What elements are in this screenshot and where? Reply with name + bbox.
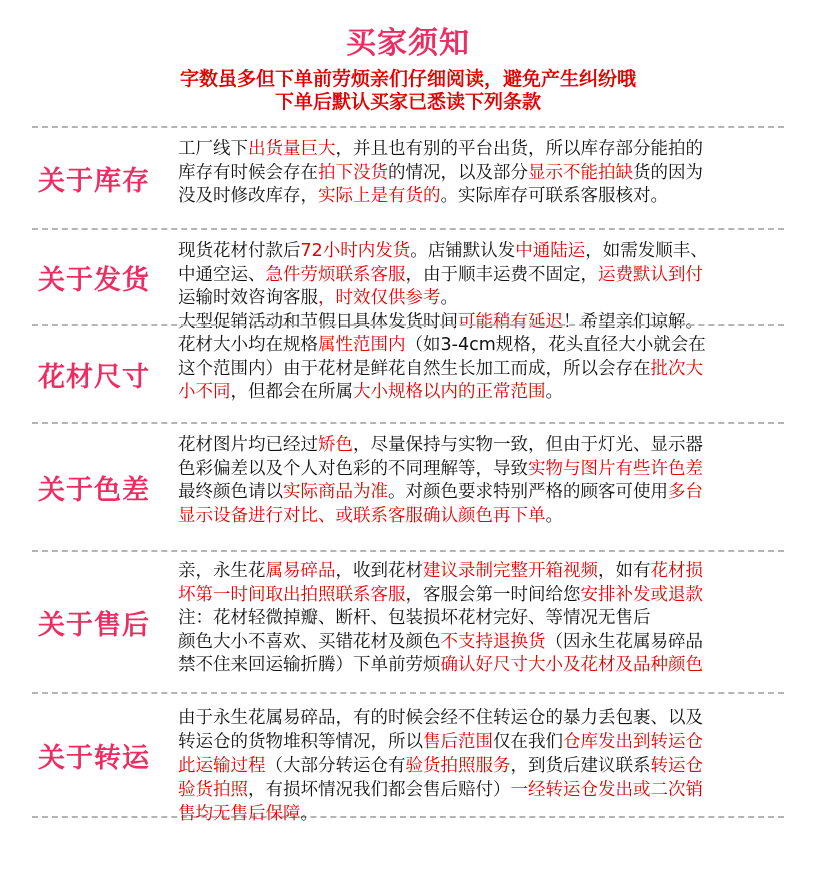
body-text: ，并且也有别的平台出货，所以库存部分能拍的 xyxy=(335,139,703,159)
section-line xyxy=(178,802,784,826)
notice-section-size xyxy=(32,324,784,422)
section-body xyxy=(178,706,784,826)
section-line xyxy=(178,730,784,754)
section-line xyxy=(178,162,784,186)
highlight-text: 实物与图片有些许色差 xyxy=(528,458,703,479)
body-text: 。 xyxy=(545,382,563,402)
body-text: 。实际库存可联系客服核对。 xyxy=(440,186,668,206)
notice-section-after-sales xyxy=(32,550,784,692)
body-text: 禁不住来回运输折腾）下单前劳烦 xyxy=(178,655,441,675)
section-line xyxy=(178,185,784,209)
body-text: ，收到花材 xyxy=(335,561,423,581)
section-body xyxy=(178,560,784,678)
section-body xyxy=(178,138,784,209)
section-label: 关于发货 xyxy=(38,264,150,296)
body-text: 中通空运、 xyxy=(178,264,266,285)
body-text: 货的因为 xyxy=(633,162,703,183)
highlight-text: 批次大 xyxy=(650,358,703,379)
section-label: 关于色差 xyxy=(38,474,150,506)
body-text: 现货花材付款后 xyxy=(178,241,301,261)
highlight-text: 一经转运仓发出或二次销 xyxy=(510,780,703,800)
notice-section-stock xyxy=(32,126,784,228)
section-label: 关于库存 xyxy=(38,165,150,197)
highlight-text: 多台 xyxy=(668,482,703,502)
body-text: 仅在我们 xyxy=(493,732,563,752)
notice-section-color xyxy=(32,422,784,550)
body-text: 。 xyxy=(440,288,458,308)
subtitle-line-2: 下单后默认买家已悉读下列条款 xyxy=(274,91,541,113)
body-text: 这个范围内）由于花材是鲜花自然生长加工而成，所以会存在 xyxy=(178,358,651,379)
body-text: 大型促销活动和节假日具体发货时间 xyxy=(178,311,458,332)
highlight-text: 属性范围内 xyxy=(318,335,406,355)
body-text: 花材大小均在规格 xyxy=(178,335,318,355)
section-line xyxy=(178,481,784,505)
highlight-text: 大小规格以内的正常范围 xyxy=(353,382,546,402)
section-line xyxy=(178,264,784,288)
body-text: ，如需发顺丰、 xyxy=(585,241,708,261)
body-text: 。店铺默认发 xyxy=(410,241,516,261)
body-text: ，由于顺丰运费不固定， xyxy=(405,264,598,285)
highlight-text: 72小时内发货 xyxy=(300,241,411,261)
section-line xyxy=(178,607,784,631)
body-text: ！希望亲们谅解。 xyxy=(563,311,703,332)
section-line xyxy=(178,287,784,311)
body-text: （大部分转运仓有 xyxy=(265,756,406,776)
notice-section-shipping xyxy=(32,228,784,332)
section-label: 花材尺寸 xyxy=(38,361,150,393)
section-line xyxy=(178,381,784,405)
highlight-text: 坏第一时间取出拍照联系客服 xyxy=(178,584,406,605)
notice-sections xyxy=(32,126,784,824)
highlight-text: 可能稍有延迟 xyxy=(458,311,563,332)
highlight-text: 拍下没货 xyxy=(318,162,388,183)
section-body xyxy=(178,334,784,405)
body-text: 。对颜色要求特别严格的顾客可使用 xyxy=(388,482,668,502)
highlight-text: 小不同 xyxy=(178,382,231,402)
body-text: 亲，永生花 xyxy=(178,561,266,581)
body-text: （因永生花属易碎品 xyxy=(545,631,703,652)
body-text: 的情况，以及部分 xyxy=(388,162,528,183)
section-body xyxy=(178,434,784,528)
highlight-text: ，时效仅供参考 xyxy=(318,288,441,308)
body-text: ，客服会第一时间给您 xyxy=(405,584,581,605)
highlight-text: 售均无售后保障 xyxy=(178,804,301,824)
highlight-text: 急件劳烦联系客服 xyxy=(265,264,406,285)
highlight-text: 售后范围 xyxy=(423,732,493,752)
body-text: 注：花材轻微掉瓣、断杆、包装损坏花材完好、等情况无售后 xyxy=(178,608,651,628)
section-line xyxy=(178,584,784,608)
body-text: （如3-4cm规格，花头直径大小就会在 xyxy=(405,335,706,355)
body-text: ，尽量保持与实物一致，但由于灯光、显示器 xyxy=(353,435,703,455)
section-line xyxy=(178,358,784,382)
body-text: 。 xyxy=(545,505,563,526)
highlight-text: 验货拍照服务 xyxy=(405,756,511,776)
body-text: 转运仓的货物堆积等情况，所以 xyxy=(178,732,423,752)
section-line xyxy=(178,458,784,482)
body-text: 运输时效咨询客服 xyxy=(178,288,318,308)
body-text: 没及时修改库存， xyxy=(178,186,318,206)
section-line xyxy=(178,754,784,778)
section-line xyxy=(178,706,784,730)
section-body xyxy=(178,240,784,334)
section-line xyxy=(178,434,784,458)
section-line xyxy=(178,560,784,584)
body-text: ，如有 xyxy=(598,561,651,581)
body-text: ，但都会在所属 xyxy=(230,382,353,402)
section-line xyxy=(178,654,784,678)
highlight-text: 仓库发出到转运仓 xyxy=(563,732,703,752)
body-text: 。 xyxy=(300,804,318,824)
body-text: 库存有时候会存在 xyxy=(178,162,318,183)
highlight-text: 花材损 xyxy=(650,561,703,581)
section-line xyxy=(178,240,784,264)
body-text: 颜色大小不喜欢、买错花材及颜色 xyxy=(178,631,441,652)
highlight-text: 运费默认到付 xyxy=(598,264,703,285)
highlight-text: 建议录制完整开箱视频 xyxy=(423,561,598,581)
body-text: 工厂线下 xyxy=(178,139,248,159)
section-label: 关于售后 xyxy=(38,609,150,641)
highlight-text: 不支持退换货 xyxy=(440,631,546,652)
highlight-text: 中通陆运 xyxy=(515,241,586,261)
section-line xyxy=(178,778,784,802)
highlight-text: 安排补发或退款 xyxy=(580,584,703,605)
highlight-text: 此运输过程 xyxy=(178,756,266,776)
highlight-text: 显示设备进行对比、或联系客服确认颜色再下单 xyxy=(178,505,546,526)
body-text: 色彩偏差以及个人对色彩的不同理解等，导致 xyxy=(178,458,528,479)
section-line xyxy=(178,334,784,358)
body-text: ，到货后建议联系 xyxy=(510,756,651,776)
highlight-text: 确认好尺寸大小及花材及品种颜色 xyxy=(440,655,703,675)
highlight-text: 矫色 xyxy=(318,435,353,455)
section-label: 关于转运 xyxy=(38,742,150,774)
highlight-text: 验货拍照 xyxy=(178,780,248,800)
body-text: 花材图片均已经过 xyxy=(178,435,318,455)
page-title: 买家须知 xyxy=(346,26,470,61)
section-line xyxy=(178,631,784,655)
subtitle-line-1: 字数虽多但下单前劳烦亲们仔细阅读，避免产生纠纷哦 xyxy=(179,68,636,90)
highlight-text: 出货量巨大 xyxy=(248,139,336,159)
section-line xyxy=(178,138,784,162)
body-text: 由于永生花属易碎品，有的时候会经不住转运仓的暴力丢包裹、以及 xyxy=(178,708,703,728)
body-text: 最终颜色请以 xyxy=(178,482,283,502)
highlight-text: 属易碎品 xyxy=(265,561,336,581)
highlight-text: 转运仓 xyxy=(650,756,703,776)
section-line xyxy=(178,505,784,529)
highlight-text: 实际商品为准 xyxy=(283,482,388,502)
body-text: ，有损坏情况我们都会售后赔付） xyxy=(248,780,511,800)
highlight-text: 显示不能拍缺 xyxy=(528,162,633,183)
highlight-text: 实际上是有货的 xyxy=(318,186,441,206)
notice-section-transfer xyxy=(32,692,784,824)
